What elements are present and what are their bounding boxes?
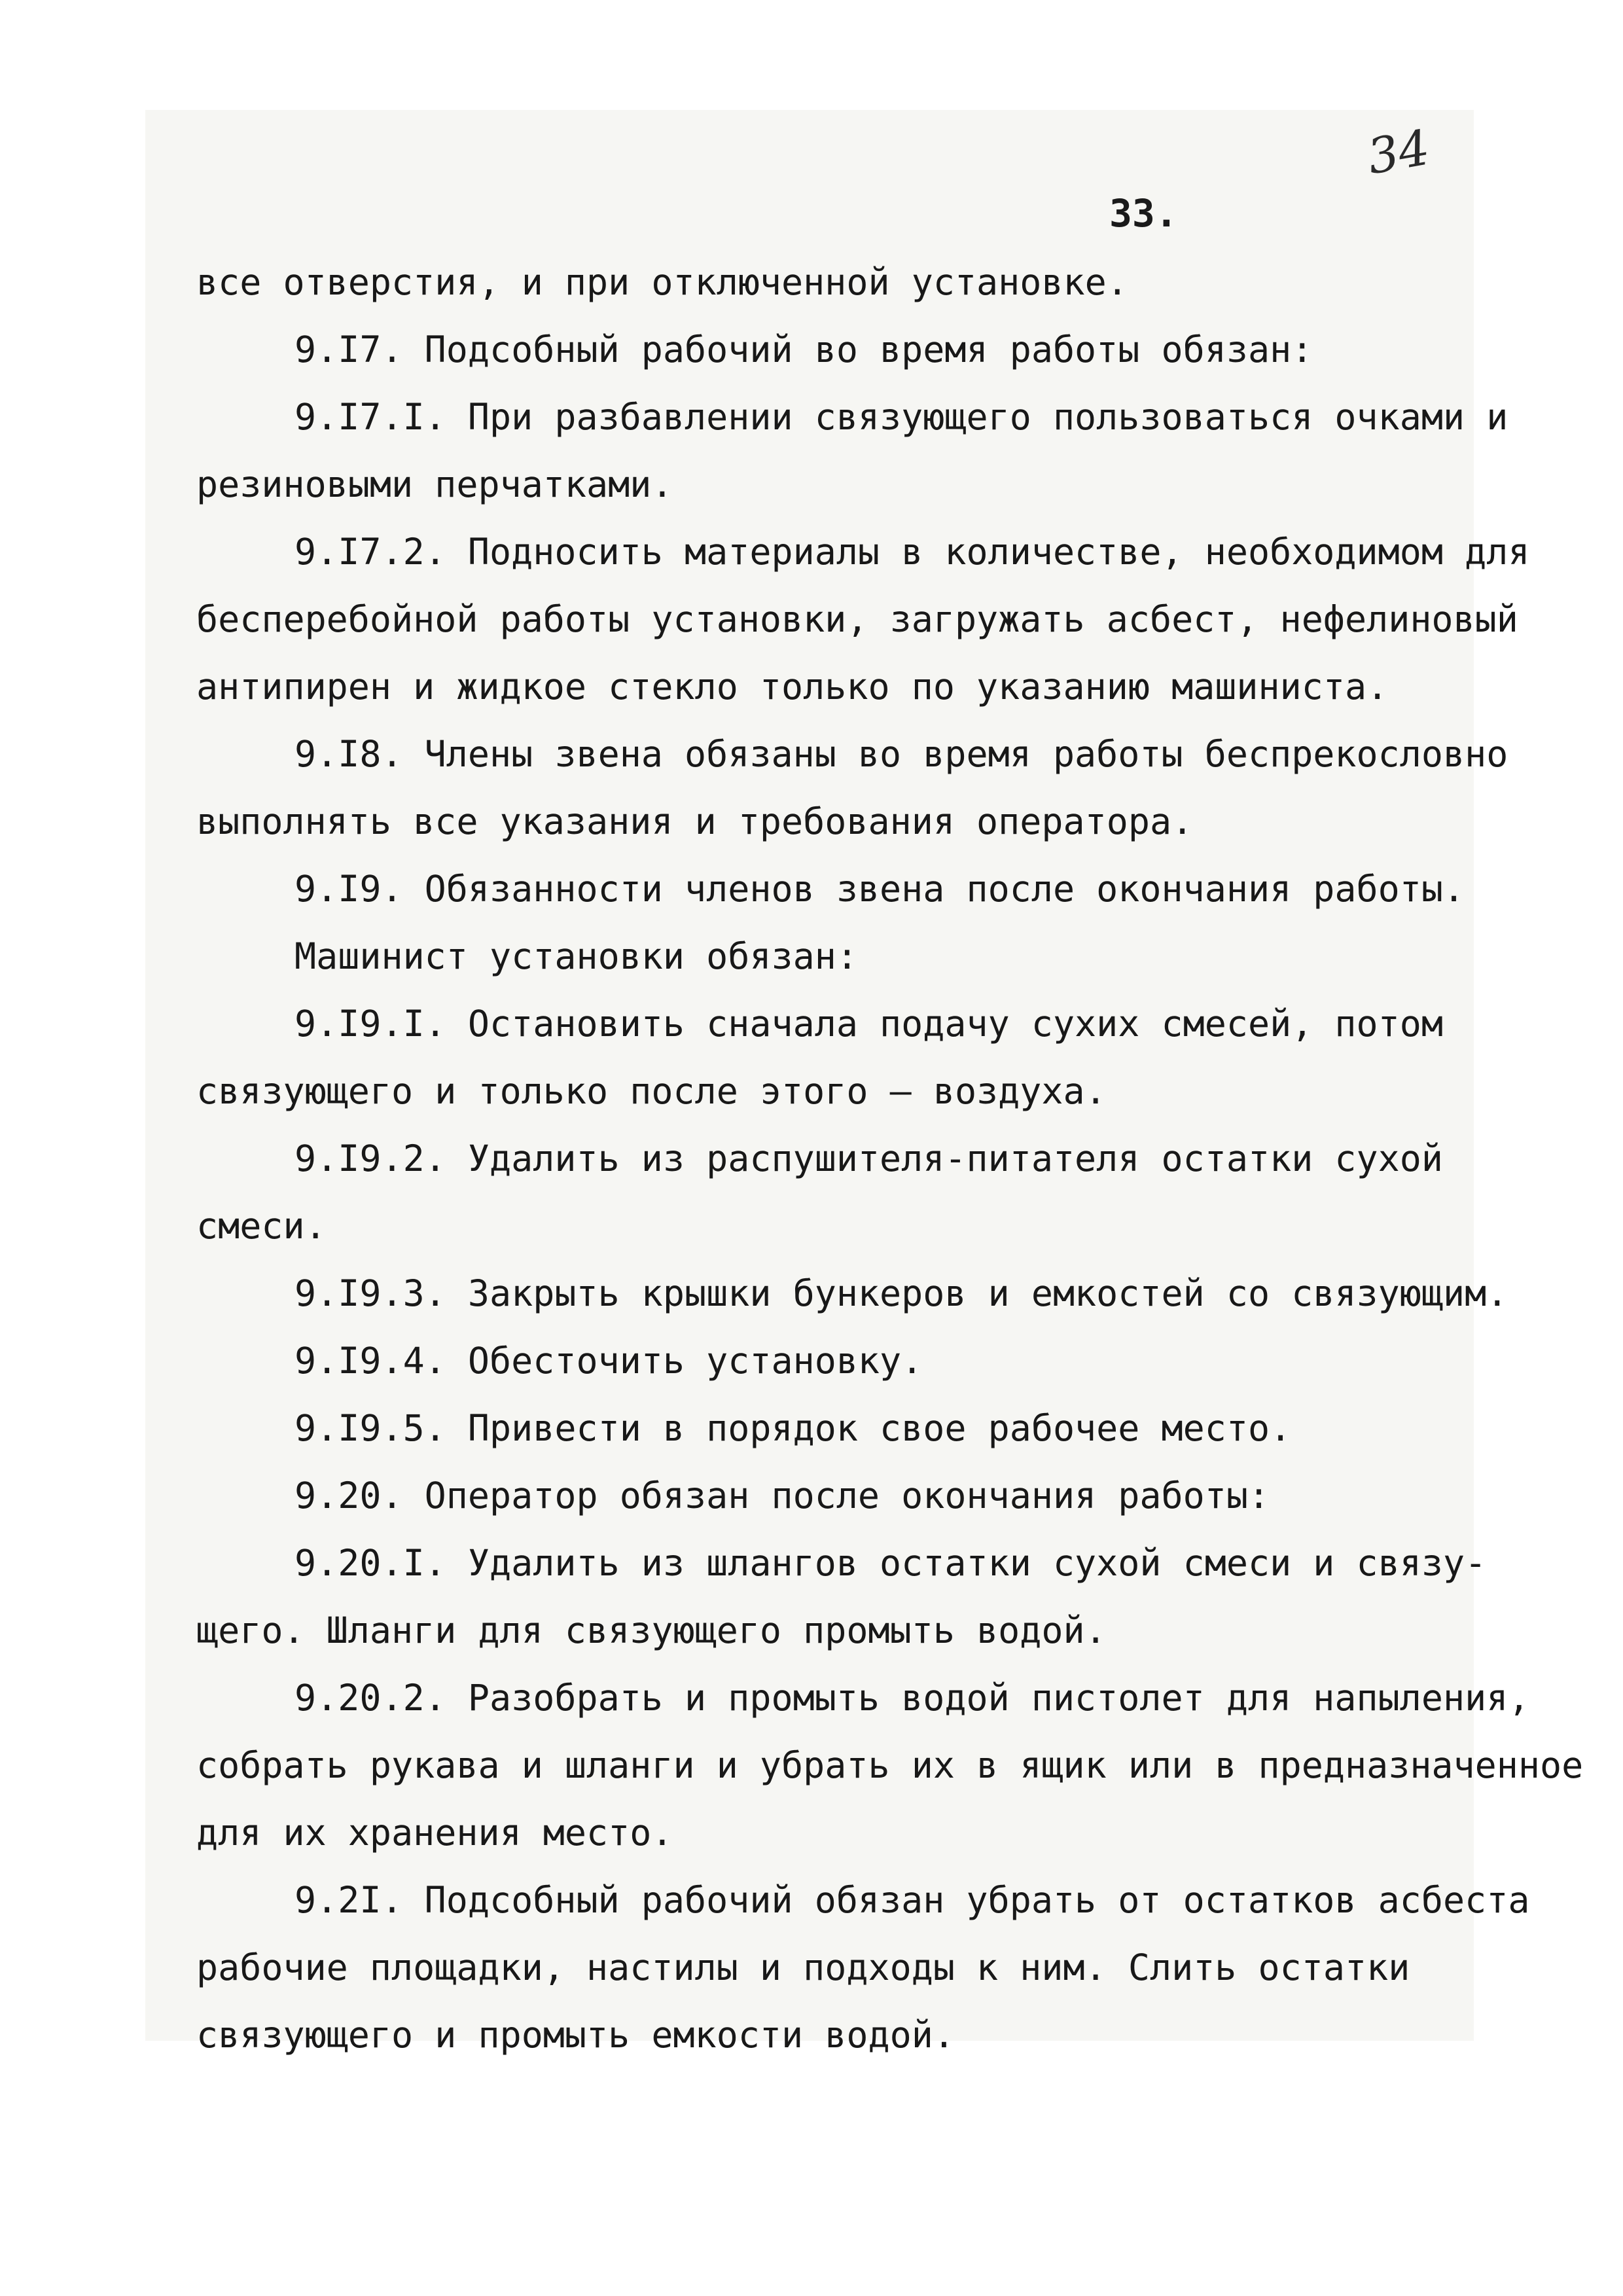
text-line: антипирен и жидкое стекло только по указанию машиниста. — [196, 666, 1389, 708]
text-line: для их хранения место. — [196, 1812, 673, 1854]
text-line: выполнять все указания и требования оператора. — [196, 800, 1194, 842]
text-line: 9.I8. Члены звена обязаны во время работы беспрекословно — [294, 733, 1508, 775]
archive-page-number: 34 — [1363, 119, 1434, 186]
text-line: 9.I7.I. При разбавлении связующего пользоваться очками и — [294, 396, 1508, 438]
text-line: 9.2I. Подсобный рабочий обязан убрать от остатков асбеста — [294, 1879, 1530, 1921]
text-line: связующего и промыть емкости водой. — [196, 2014, 955, 2056]
text-line: 9.I9.3. Закрыть крышки бункеров и емкостей со связующим. — [294, 1272, 1508, 1314]
text-line: 9.20.I. Удалить из шлангов остатки сухой смеси и связу- — [294, 1542, 1487, 1584]
text-line: щего. Шланги для связующего промыть водой. — [196, 1609, 1107, 1651]
text-line: 9.I9.5. Привести в порядок свое рабочее место. — [294, 1407, 1292, 1449]
text-line: 9.I9.4. Обесточить установку. — [294, 1340, 923, 1382]
document-body — [196, 249, 1584, 2069]
text-line: Машинист установки обязан: — [294, 935, 858, 977]
text-line: 9.I7.2. Подносить материалы в количестве, необходимом для — [294, 531, 1530, 573]
text-line: 9.I7. Подсобный рабочий во время работы обязан: — [294, 329, 1313, 370]
text-line: связующего и только после этого – воздуха. — [196, 1070, 1107, 1112]
text-line: 9.I9. Обязанности членов звена после окончания работы. — [294, 868, 1465, 910]
page-number: 33. — [1109, 191, 1178, 236]
text-line: собрать рукава и шланги и убрать их в ящик или в предназначенное — [196, 1744, 1584, 1786]
text-line: бесперебойной работы установки, загружать асбест, нефелиновый — [196, 598, 1518, 640]
text-line: 9.I9.I. Остановить сначала подачу сухих смесей, потом — [294, 1003, 1443, 1045]
text-line: рабочие площадки, настилы и подходы к ним. Слить остатки — [196, 1946, 1410, 1988]
text-line: резиновыми перчатками. — [196, 463, 673, 505]
text-line: 9.I9.2. Удалить из распушителя-питателя остатки сухой — [294, 1138, 1443, 1179]
text-line: все отверстия, и при отключенной установке. — [196, 261, 1128, 303]
text-line: смеси. — [196, 1205, 327, 1247]
text-line: 9.20.2. Разобрать и промыть водой пистолет для напыления, — [294, 1677, 1530, 1719]
text-line: 9.20. Оператор обязан после окончания работы: — [294, 1475, 1270, 1516]
